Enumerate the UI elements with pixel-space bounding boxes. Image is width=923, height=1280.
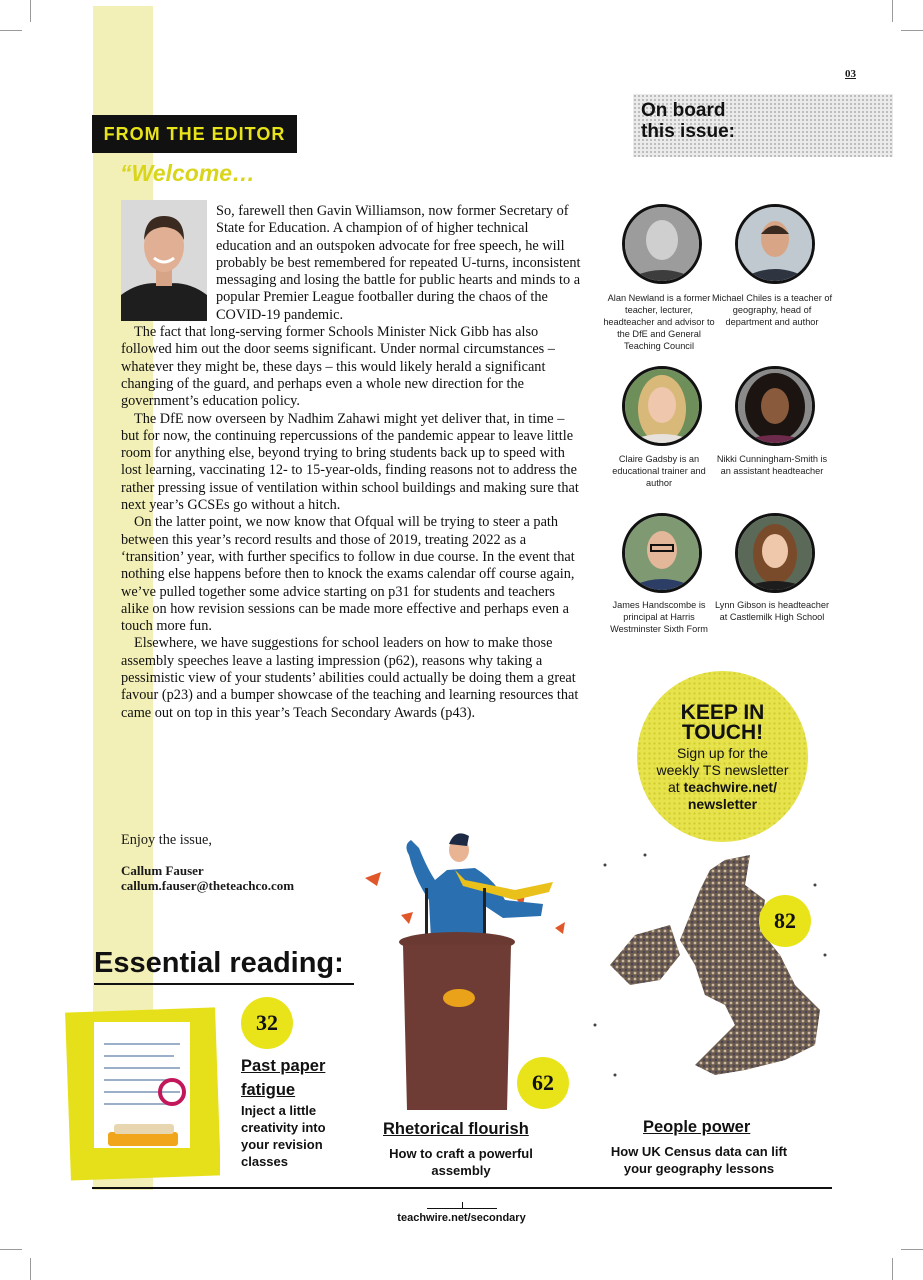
page-ref-badge: 62 xyxy=(517,1057,569,1109)
feature-subtitle-line: your revision xyxy=(241,1137,323,1152)
contributor-portrait xyxy=(735,204,815,284)
contributor-caption: Nikki Cunningham-Smith is an assistant headteacher xyxy=(716,454,828,476)
footer-url[interactable]: teachwire.net/secondary xyxy=(397,1212,526,1224)
page-number: 03 xyxy=(845,68,856,80)
editor-letter xyxy=(121,203,583,722)
keep-title-line: KEEP IN xyxy=(680,701,765,724)
feature-subtitle xyxy=(241,1102,326,1170)
feature-title[interactable] xyxy=(241,1054,325,1102)
footer-rule xyxy=(427,1208,497,1209)
editor-signature xyxy=(121,863,294,893)
onboard-title-line: this issue: xyxy=(641,121,735,142)
keep-body-line xyxy=(637,779,808,796)
feature-subtitle-line: How to craft a powerful xyxy=(389,1146,533,1161)
crop-mark xyxy=(892,1258,893,1280)
contributor-portrait xyxy=(735,366,815,446)
keep-body-line: weekly TS newsletter xyxy=(656,762,789,778)
footer-tick xyxy=(462,1202,463,1208)
feature-title-line: fatigue xyxy=(241,1081,296,1099)
page-ref-badge: 82 xyxy=(759,895,811,947)
contributor-portrait xyxy=(622,366,702,446)
welcome-heading: “Welcome… xyxy=(120,160,256,186)
uk-crowd-map-illustration xyxy=(585,845,835,1095)
newsletter-link[interactable]: newsletter xyxy=(687,796,758,812)
editor-name: Callum Fauser xyxy=(121,863,204,878)
letter-paragraph: On the latter point, we now know that Ofqual will be trying to steer a path between this year’s record results and those of 2019, treating 2022 as a ‘transition’ year, with further specifics to follow in due course. In the event that nothing else happens before then to knock the exams calendar off course again, we’ve pulled together some advice starting on p31 for students and teachers alike on how revision sessions can be made more effective and perhaps even a touch more fun. xyxy=(121,514,575,635)
feature-title[interactable]: People power xyxy=(643,1118,751,1136)
crop-mark xyxy=(0,30,22,31)
feature-subtitle xyxy=(361,1145,561,1179)
keep-in-touch-body xyxy=(637,745,808,813)
contributor-caption: Alan Newland is a former teacher, lecturer, headteacher and advisor to the DfE and General Teaching Council xyxy=(603,293,715,351)
page-ref-badge: 32 xyxy=(241,997,293,1049)
crop-mark xyxy=(901,30,923,31)
feature-subtitle-line: creativity into xyxy=(241,1120,326,1135)
feature-subtitle xyxy=(599,1143,799,1177)
keep-body-line: Sign up for the xyxy=(676,745,769,761)
contributor-caption: Michael Chiles is a teacher of geography, head of department and author xyxy=(712,293,833,327)
feature-subtitle-line: assembly xyxy=(431,1163,491,1178)
editor-badge: FROM THE EDITOR xyxy=(92,115,297,153)
keep-in-touch-title xyxy=(637,703,808,743)
feature-subtitle-line: classes xyxy=(241,1154,288,1169)
contributor-portrait xyxy=(735,513,815,593)
feature-subtitle-line: How UK Census data can lift xyxy=(610,1144,788,1159)
heading-rule xyxy=(94,983,354,985)
letter-paragraph: The DfE now overseen by Nadhim Zahawi might yet deliver that, in time – but for now, the continuing repercussions of the pandemic appear to leave little room for anything else, beyond trying to bring students back up to speed with lost learning, vaccinating 12- to 15-year-olds, finding reasons not to address the rather pressing issue of ventilation within school buildings and making sure that next year’s GCSEs go without a hitch. xyxy=(121,410,579,514)
onboard-title xyxy=(641,100,735,142)
feature-title-line: Past paper xyxy=(241,1057,326,1075)
newsletter-link[interactable]: teachwire.net/ xyxy=(683,779,777,795)
letter-paragraph: The fact that long-serving former Schools Minister Nick Gibb has also followed him out the door seems significant. Under normal circumstances – whatever they might be, these days – this would likely herald a significant changing of the guard, and perhaps even a whole new direction for the government’s education policy. xyxy=(121,324,555,410)
revision-paper-illustration xyxy=(64,1004,220,1182)
onboard-title-line: On board xyxy=(641,100,726,121)
crop-mark xyxy=(30,0,31,22)
letter-paragraph: So, farewell then Gavin Williamson, now former Secretary of State for Education. A champion of of higher technical education and an outspoken advocate for free speech, he will probably be best remembered for repeated U-turns, inconsistent messaging and losing the battle for public hearts and minds to a popular Premier League footballer during the chaos of the COVID-19 pandemic. xyxy=(216,203,581,323)
essential-reading-heading: Essential reading: xyxy=(94,947,344,979)
crop-mark xyxy=(30,1258,31,1280)
crop-mark xyxy=(901,1249,923,1250)
keep-body-line xyxy=(637,796,808,813)
signoff: Enjoy the issue, xyxy=(121,832,212,848)
keep-title-line: TOUCH! xyxy=(681,721,764,744)
contributor-caption: Lynn Gibson is headteacher at Castlemilk High School xyxy=(714,600,830,622)
bottom-rule xyxy=(92,1187,832,1189)
feature-subtitle-line: Inject a little xyxy=(241,1103,317,1118)
feature-title[interactable]: Rhetorical flourish xyxy=(383,1120,529,1138)
letter-paragraph: Elsewhere, we have suggestions for school leaders on how to make those assembly speeches leave a lasting impression (p62), reasons why taking a pessimistic view of your students’ abilities could actually be doing them a great favour (p23) and a bumper showcase of the teaching and learning resources that came out on top in this year’s Teach Secondary Awards (p43). xyxy=(121,635,579,721)
contributor-portrait xyxy=(622,513,702,593)
keep-in-touch-badge[interactable] xyxy=(637,671,808,842)
crop-mark xyxy=(892,0,893,22)
keep-prefix: at xyxy=(668,779,684,795)
feature-subtitle-line: your geography lessons xyxy=(623,1161,775,1176)
crop-mark xyxy=(0,1249,22,1250)
editor-email[interactable]: callum.fauser@theteachco.com xyxy=(121,878,295,893)
contributor-portrait xyxy=(622,204,702,284)
contributor-caption: Claire Gadsby is an educational trainer and author xyxy=(612,454,706,488)
contributor-caption: James Handscombe is principal at Harris Westminster Sixth Form xyxy=(610,600,708,634)
